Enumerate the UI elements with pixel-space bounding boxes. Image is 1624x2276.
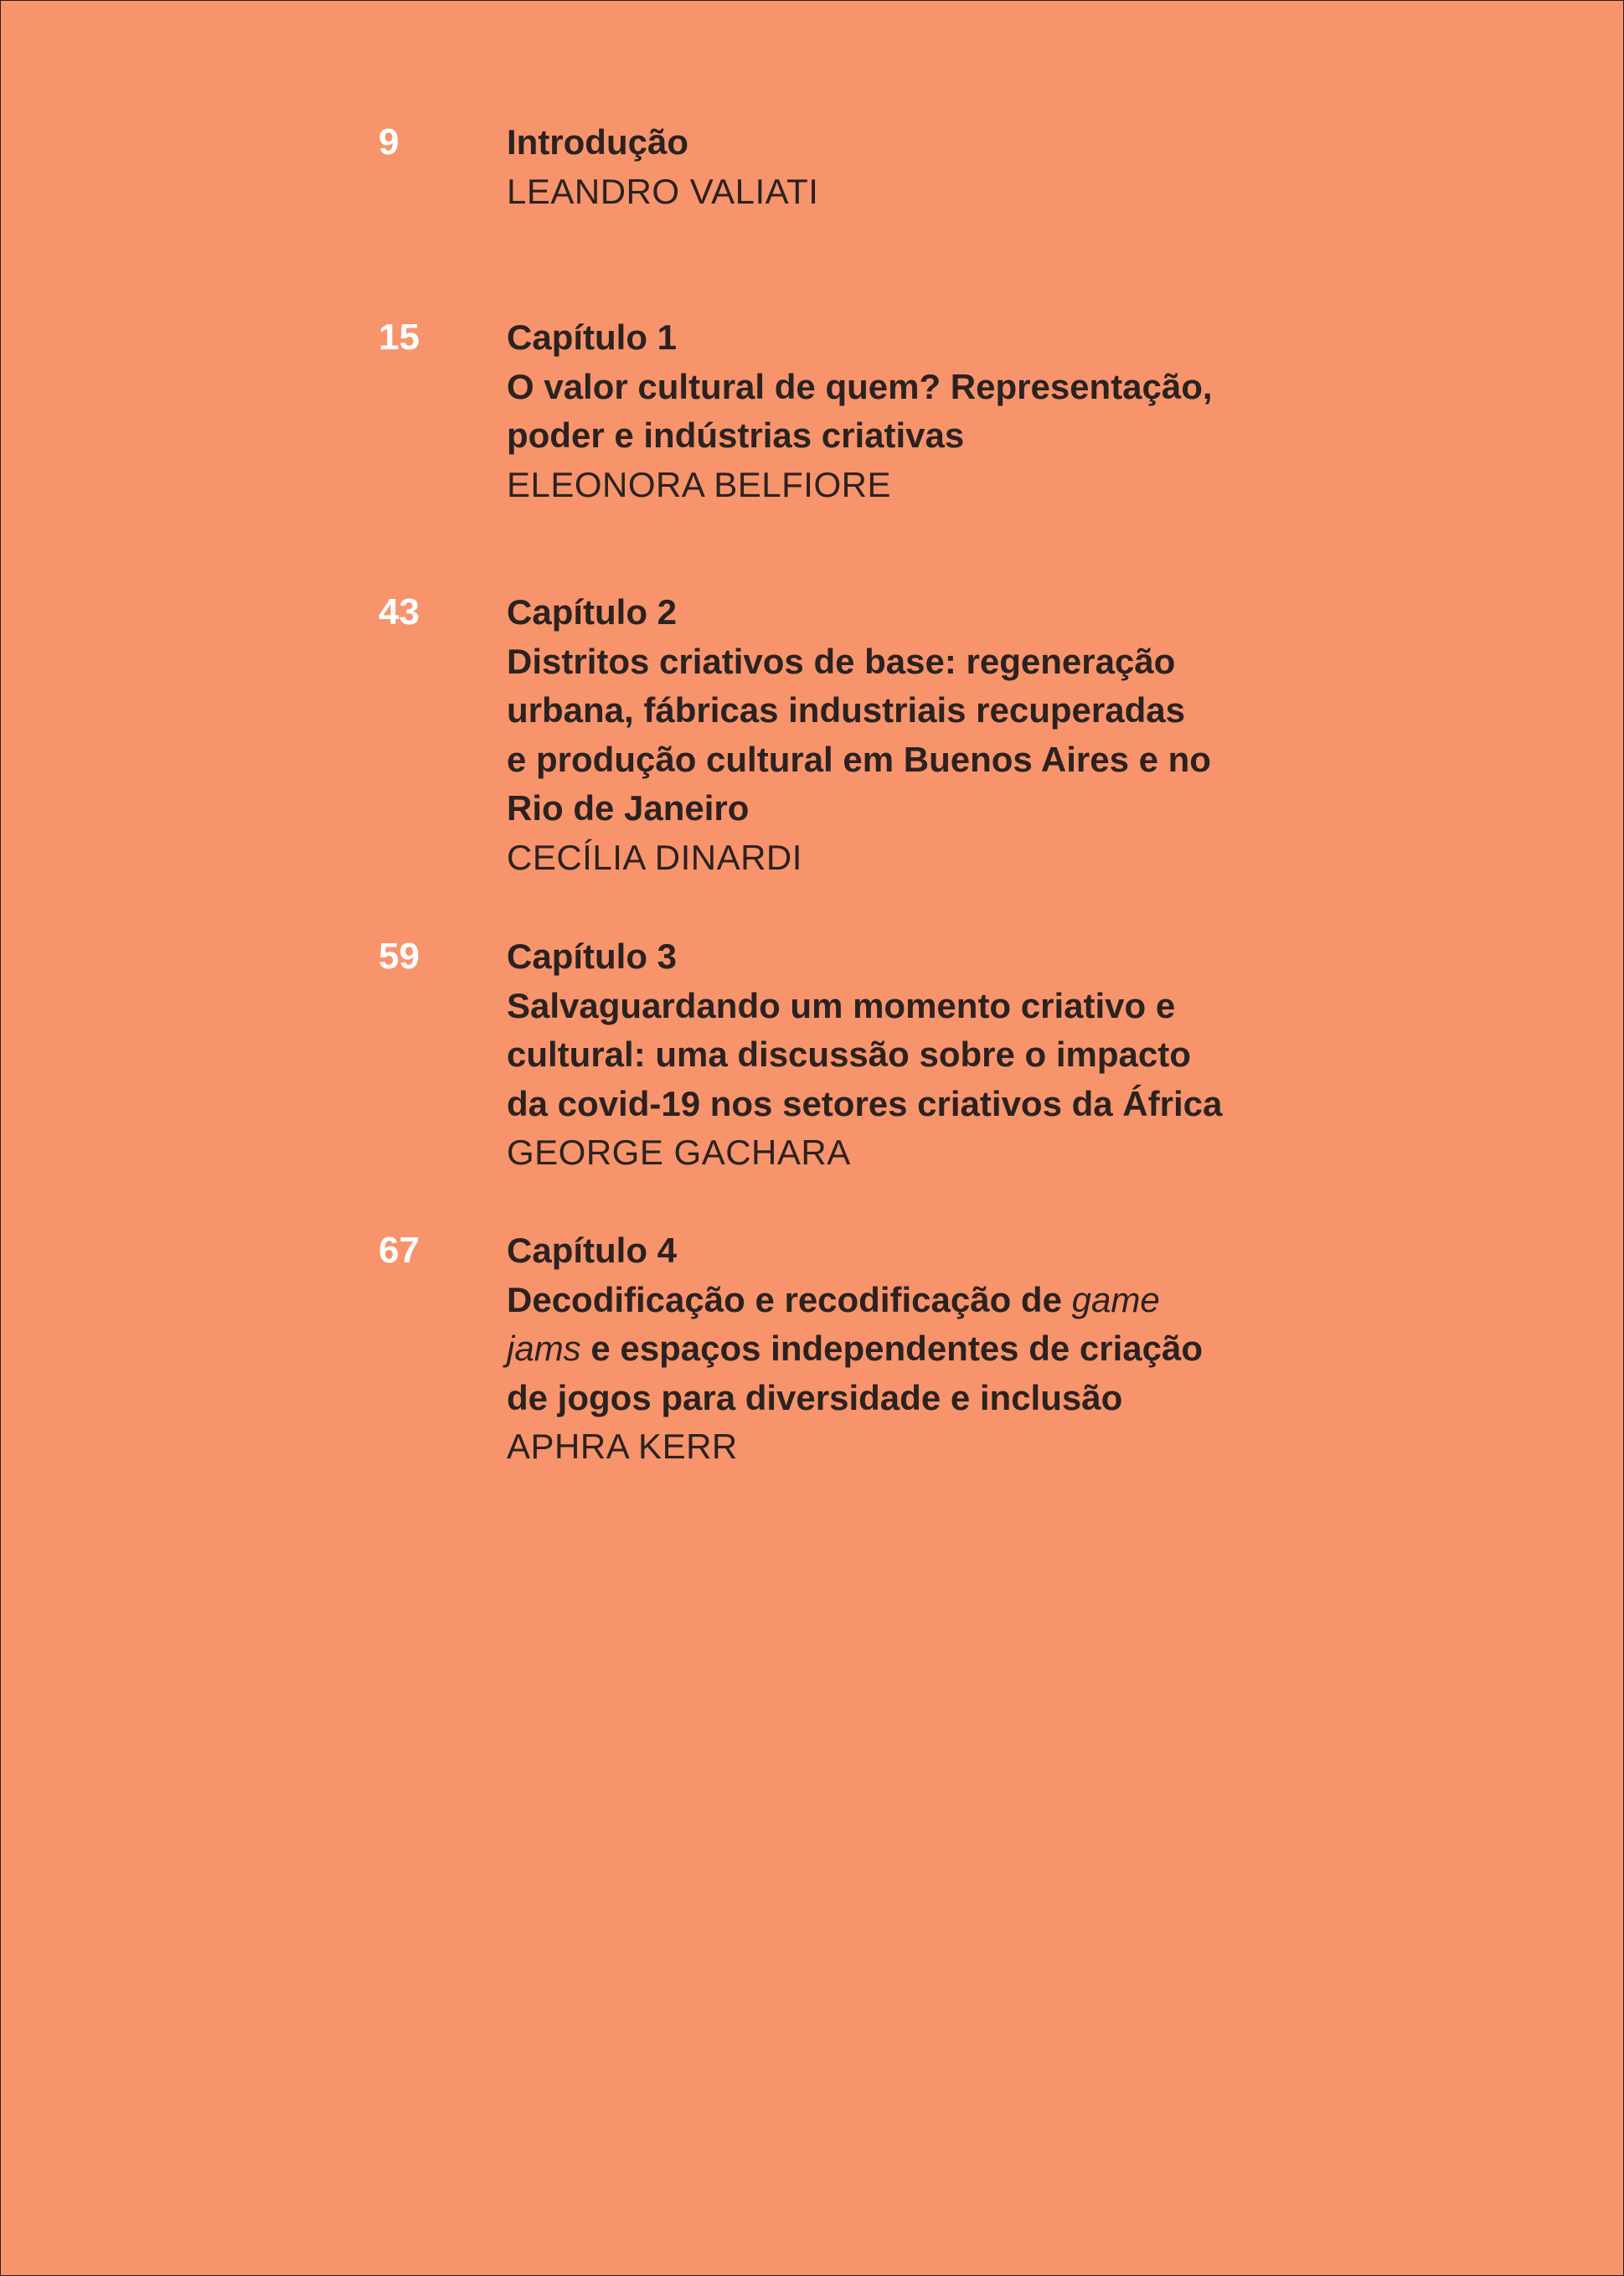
entry-body: [507, 1226, 1344, 1472]
entry-author: CECÍLIA DINARDI: [507, 837, 802, 877]
entry-author: APHRA KERR: [507, 1427, 738, 1466]
entry-title-italic-text: game: [1071, 1279, 1160, 1319]
page-number: 67: [379, 1230, 420, 1271]
entry-label: Introdução: [507, 122, 688, 162]
page-number: 9: [379, 121, 400, 163]
entry-title-text: e espaços independentes de criação: [580, 1329, 1203, 1368]
entry-author: ELEONORA BELFIORE: [507, 464, 891, 504]
entry-title-line: Rio de Janeiro: [507, 788, 750, 828]
entry-author: LEANDRO VALIATI: [507, 171, 819, 211]
entry-title-line: Salvaguardando um momento criativo e: [507, 985, 1176, 1025]
page-number: 59: [379, 936, 420, 977]
entry-label: Capítulo 2: [507, 592, 678, 632]
page-number: 15: [379, 317, 420, 358]
entry-title-line: Distritos criativos de base: regeneração: [507, 641, 1176, 681]
entry-title-line: da covid-19 nos setores criativos da África: [507, 1083, 1223, 1123]
entry-title-line: e produção cultural em Buenos Aires e no: [507, 739, 1211, 779]
entry-title-line: urbana, fábricas industriais recuperadas: [507, 690, 1185, 730]
entry-title-text: Decodificação e recodificação de: [507, 1279, 1072, 1319]
entry-title-line: cultural: uma discussão sobre o impacto: [507, 1035, 1191, 1074]
entry-author: GEORGE GACHARA: [507, 1133, 851, 1172]
entry-title-line: de jogos para diversidade e inclusão: [507, 1377, 1123, 1417]
entry-title-italic-text: jams: [507, 1329, 581, 1368]
entry-label: Capítulo 1: [507, 317, 678, 357]
entry-body: [507, 588, 1344, 882]
entry-body: [507, 932, 1344, 1178]
entry-body: [507, 313, 1344, 509]
page-number: 43: [379, 591, 420, 632]
entry-body: [507, 118, 1344, 216]
entry-title-line: [507, 1276, 1344, 1325]
entry-title-line: O valor cultural de quem? Representação,: [507, 366, 1213, 406]
entry-title-line: poder e indústrias criativas: [507, 415, 965, 455]
entry-title-line: [507, 1324, 1344, 1374]
entry-label: Capítulo 3: [507, 937, 678, 976]
entry-label: Capítulo 4: [507, 1231, 678, 1270]
